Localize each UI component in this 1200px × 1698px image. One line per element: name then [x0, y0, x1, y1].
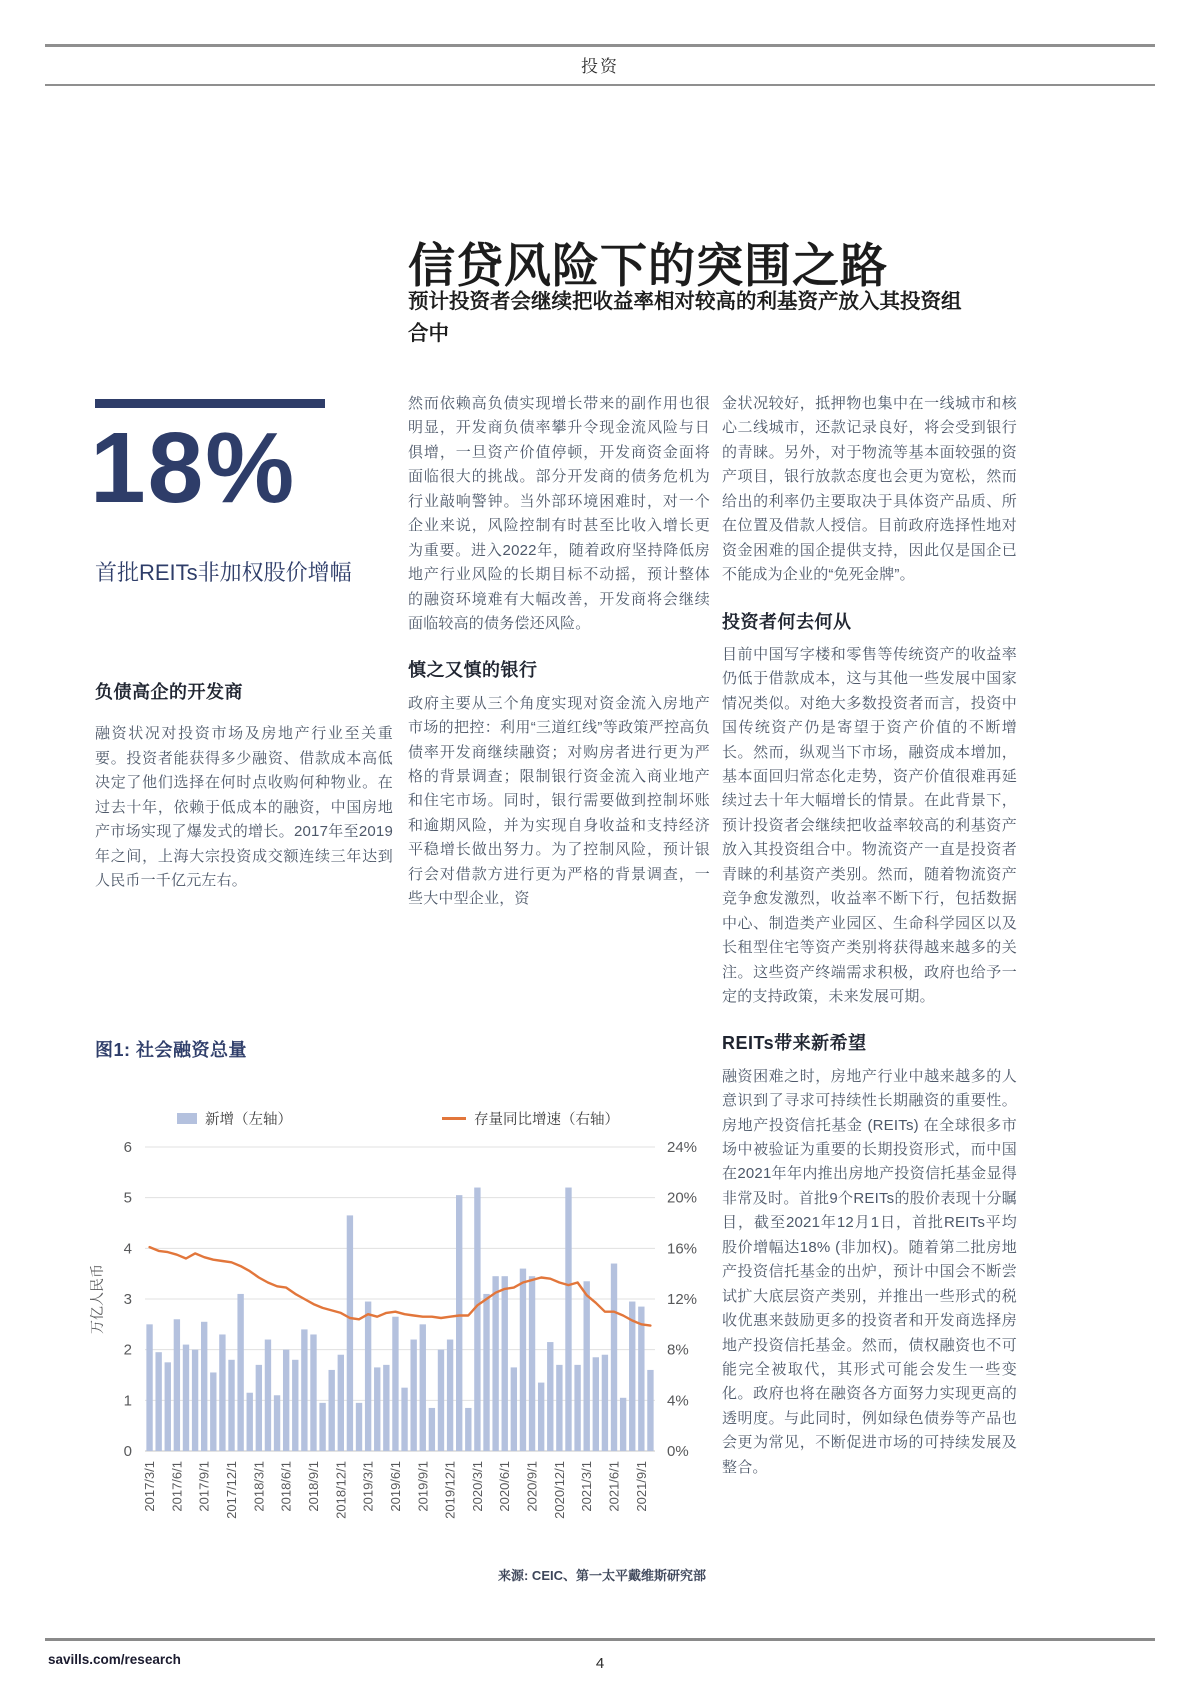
line-series-swatch-icon — [442, 1117, 466, 1120]
svg-text:3: 3 — [123, 1291, 132, 1308]
legend-item-bars — [177, 1108, 292, 1129]
bar — [565, 1188, 571, 1451]
bar — [338, 1355, 344, 1451]
bar — [401, 1388, 407, 1451]
svg-text:2017/12/1: 2017/12/1 — [224, 1461, 240, 1519]
bar — [155, 1352, 161, 1451]
svg-text:2020/12/1: 2020/12/1 — [551, 1461, 567, 1519]
bar — [192, 1350, 198, 1451]
svg-text:8%: 8% — [667, 1341, 689, 1359]
svg-text:24%: 24% — [667, 1139, 698, 1156]
paragraph-intro: 然而依赖高负债实现增长带来的副作用也很明显，开发商负债率攀升令现金流风险与日俱增，一旦资产价值停顿，开发商资金面将面临很大的挑战。部分开发商的债务危机为行业敲响警钟。当外部环境困难时，对一个企业来说，风险控制有时甚至比收入增长更为重要。进入2022年，随着政府坚持降低房地产行业风险的长期目标不动摇，预计整体的融资环境难有大幅改善，开发商将会继续面临较高的债务偿还风险。 — [408, 395, 710, 632]
bar-series-swatch-icon — [177, 1113, 197, 1124]
bar — [347, 1215, 353, 1451]
svg-text:5: 5 — [123, 1189, 132, 1207]
bar — [429, 1408, 435, 1451]
svg-text:1: 1 — [123, 1392, 132, 1410]
svg-text:2020/3/1: 2020/3/1 — [469, 1461, 485, 1512]
paragraph-reits: 融资困难之时，房地产行业中越来越多的人意识到了寻求可持续性长期融资的重要性。房地产投资信托基金 (REITs) 在全球很多市场中被验证为重要的长期投资形式，而中国在2021年年内推出房地产投资信托基金显得非常及时。首批9个REITs的股价表现十分瞩目，截至2021年12月1日，首批REITs平均股价增幅达18% (非加权)。随着第二批房地产投资信托基金的出炉，预计中国会不断尝试扩大底层资产类别，并推出一些形式的税收优惠来鼓励更多的投资者和开发商选择房地产投资信托基金。然而，债权融资也不可能完全被取代，其形式可能会发生一些变化。政府也将在融资各方面努力实现更高的透明度。与此同时，例如绿色债券等产品也会更为常见，不断促进市场的可持续发展及整合。 — [722, 1067, 1017, 1476]
svg-text:16%: 16% — [667, 1240, 698, 1258]
svg-text:2020/9/1: 2020/9/1 — [524, 1461, 540, 1512]
svg-text:12%: 12% — [667, 1291, 698, 1308]
legend-label-bars: 新增（左轴） — [205, 1112, 292, 1128]
left-axis-title: 万亿人民币 — [89, 1264, 105, 1334]
header-rule-top — [45, 44, 1155, 47]
bar — [438, 1350, 444, 1451]
bar — [511, 1367, 517, 1451]
bar — [602, 1355, 608, 1451]
bar — [301, 1329, 307, 1451]
svg-text:2020/6/1: 2020/6/1 — [497, 1461, 513, 1512]
bar — [283, 1350, 289, 1451]
bar — [584, 1281, 590, 1451]
line-series — [150, 1247, 651, 1326]
column-middle — [408, 392, 710, 912]
bar — [228, 1360, 234, 1451]
svg-text:2021/6/1: 2021/6/1 — [606, 1461, 622, 1512]
left-axis-labels — [124, 1139, 132, 1460]
paragraph-developers: 融资状况对投资市场及房地产行业至关重要。投资者能获得多少融资、借款成本高低决定了他们选择在何时点收购何种物业。在过去十年，依赖于低成本的融资，中国房地产市场实现了爆发式的增长。2017年至2019年之间，上海大宗投资成交额连续三年达到人民币一千亿元左右。 — [95, 725, 393, 889]
bar — [392, 1317, 398, 1451]
svg-text:2018/3/1: 2018/3/1 — [251, 1461, 267, 1512]
header-rule-bottom — [45, 84, 1155, 86]
bar — [529, 1276, 535, 1451]
legend-label-line: 存量同比增速（右轴） — [474, 1112, 619, 1128]
bar — [483, 1294, 489, 1451]
footer-link[interactable]: savills.com/research — [48, 1652, 181, 1667]
right-axis-labels — [667, 1139, 697, 1460]
stat-value: 18% — [90, 412, 297, 524]
bar — [556, 1365, 562, 1451]
stat-caption: 首批REITs非加权股价增幅 — [95, 560, 352, 585]
svg-text:2017/3/1: 2017/3/1 — [142, 1461, 158, 1512]
chart-source: 来源: CEIC、第一太平戴维斯研究部 — [497, 1568, 706, 1583]
figure1-block — [88, 1036, 708, 1584]
bar — [237, 1294, 243, 1451]
bar — [492, 1276, 498, 1451]
bar — [374, 1367, 380, 1451]
bar — [256, 1365, 262, 1451]
bar — [383, 1365, 389, 1451]
bar — [265, 1340, 271, 1451]
svg-text:2018/12/1: 2018/12/1 — [333, 1461, 349, 1519]
svg-text:2021/9/1: 2021/9/1 — [633, 1461, 649, 1512]
bar — [638, 1307, 644, 1451]
bar — [474, 1188, 480, 1451]
bar — [456, 1195, 462, 1451]
svg-text:0%: 0% — [667, 1443, 689, 1460]
svg-text:4%: 4% — [667, 1392, 689, 1410]
bar — [274, 1395, 280, 1451]
svg-text:2019/6/1: 2019/6/1 — [387, 1461, 403, 1512]
svg-text:2: 2 — [123, 1341, 132, 1359]
bar — [183, 1345, 189, 1451]
bar — [219, 1334, 225, 1451]
bar — [201, 1322, 207, 1451]
paragraph-banks-continued: 金状况较好，抵押物也集中在一线城市和核心二线城市，还款记录良好，将会受到银行的青睐。另外，对于物流等基本面较强的资产项目，银行放款态度也会更为宽松，然而给出的利率仍主要取决于具体资产品质、所在位置及借款人授信。目前政府选择性地对资金困难的国企提供支持，因此仅是国企已不能成为企业的“免死金牌”。 — [722, 395, 1017, 584]
svg-text:2019/3/1: 2019/3/1 — [360, 1461, 376, 1512]
svg-text:2021/3/1: 2021/3/1 — [579, 1461, 595, 1512]
svg-text:4: 4 — [123, 1240, 132, 1258]
column-right — [722, 392, 1017, 1480]
paragraph-investors: 目前中国写字楼和零售等传统资产的收益率仍低于借款成本，这与其他一些发展中国家情况类似。对绝大多数投资者而言，投资中国传统资产仍是寄望于资产价值的不断增长。然而，纵观当下市场，融资成本增加，基本面回归常态化走势，资产价值很难再延续过去十年大幅增长的情景。在此背景下，预计投资者会继续把收益率较高的利基资产放入其投资组合中。物流资产一直是投资者青睐的利基资产类别。然而，随着物流资产竞争愈发激烈，收益率不断下行，包括数据中心、制造类产业园区、生命科学园区以及长租型住宅等资产类别将获得越来越多的关注。这些资产终端需求积极，政府也给予一定的支持政策，未来发展可期。 — [722, 645, 1017, 1005]
page-number: 4 — [595, 1655, 605, 1672]
bar — [292, 1360, 298, 1451]
svg-text:6: 6 — [123, 1139, 132, 1156]
bar — [174, 1319, 180, 1451]
figure1-chart — [88, 1133, 708, 1551]
column-left — [95, 678, 393, 908]
section-heading-banks: 慎之又慎的银行 — [408, 660, 538, 681]
footer-rule — [45, 1638, 1155, 1641]
bar — [310, 1334, 316, 1451]
section-kicker: 投资 — [581, 57, 619, 76]
bar — [502, 1276, 508, 1451]
stat-accent-bar — [95, 399, 325, 408]
bar — [165, 1362, 171, 1451]
section-heading-developers: 负债高企的开发商 — [95, 682, 243, 702]
bar — [420, 1324, 426, 1451]
bar — [620, 1398, 626, 1451]
chart-legend — [88, 1108, 708, 1129]
svg-text:2018/6/1: 2018/6/1 — [278, 1461, 294, 1512]
svg-text:0: 0 — [123, 1443, 132, 1460]
section-heading-investors: 投资者何去何从 — [722, 611, 852, 632]
bar — [520, 1269, 526, 1451]
bar — [593, 1357, 599, 1451]
bar — [146, 1324, 152, 1451]
bar — [647, 1370, 653, 1451]
svg-text:20%: 20% — [667, 1189, 698, 1207]
bar — [356, 1403, 362, 1451]
bar — [629, 1302, 635, 1451]
bar — [574, 1365, 580, 1451]
bar — [410, 1340, 416, 1451]
bar — [465, 1408, 471, 1451]
bar — [547, 1342, 553, 1451]
bar — [329, 1370, 335, 1451]
paragraph-banks: 政府主要从三个角度实现对资金流入房地产市场的把控：利用“三道红线”等政策严控高负债率开发商继续融资；对购房者进行更为严格的背景调查；限制银行资金流入商业地产和住宅市场。同时，银行需要做到控制坏账和逾期风险，并为实现自身收益和支持经济平稳增长做出努力。为了控制风险，预计银行会对借款方进行更为严格的背景调查，一些大中型企业，资 — [408, 694, 710, 908]
svg-text:2018/9/1: 2018/9/1 — [305, 1461, 321, 1512]
chart-bars — [146, 1188, 653, 1451]
x-axis-labels — [142, 1461, 649, 1519]
bar — [538, 1383, 544, 1451]
section-heading-reits: REITs带来新希望 — [722, 1033, 867, 1054]
article-subtitle: 预计投资者会继续把收益率相对较高的利基资产放入其投资组合中 — [408, 290, 962, 345]
svg-text:2017/6/1: 2017/6/1 — [169, 1461, 185, 1512]
article-title: 信贷风险下的突围之路 — [408, 239, 888, 293]
bar — [611, 1264, 617, 1451]
svg-text:2017/9/1: 2017/9/1 — [196, 1461, 212, 1512]
bar — [447, 1340, 453, 1451]
svg-text:2019/12/1: 2019/12/1 — [442, 1461, 458, 1519]
chart-title: 图1: 社会融资总量 — [95, 1040, 248, 1060]
bar — [365, 1302, 371, 1451]
bar — [210, 1372, 216, 1451]
bar — [319, 1403, 325, 1451]
legend-item-line — [442, 1108, 619, 1129]
svg-text:2019/9/1: 2019/9/1 — [415, 1461, 431, 1512]
bar — [247, 1393, 253, 1451]
